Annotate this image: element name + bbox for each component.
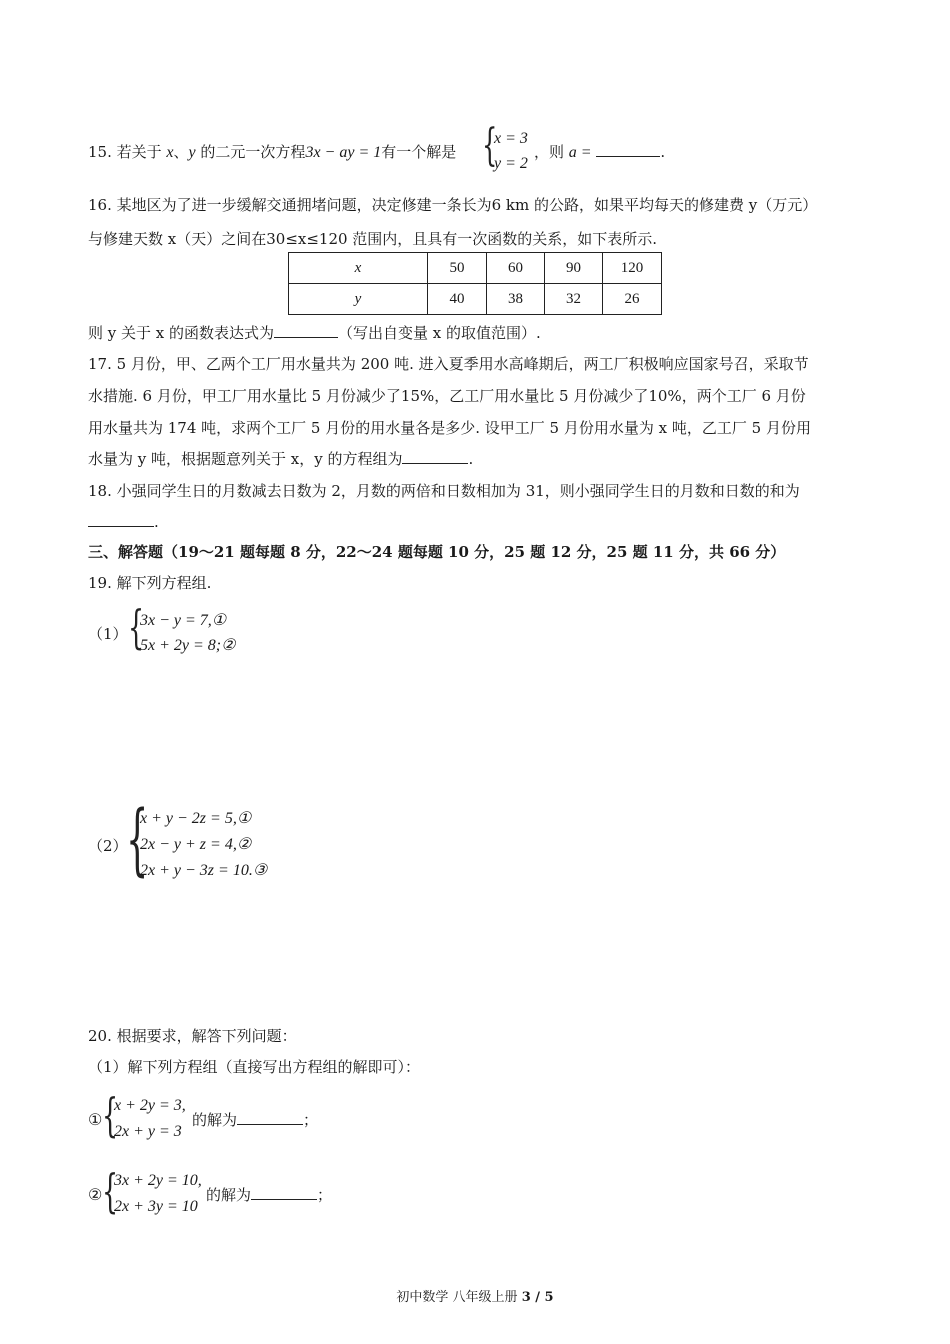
table-row (289, 253, 662, 284)
q20-b-text: 的解为 (206, 1186, 252, 1204)
q19-p2-label: （2） (88, 837, 128, 855)
table-cell: 40 (428, 284, 487, 315)
table-cell: 90 (545, 253, 603, 284)
q18-line2 (88, 512, 159, 532)
q16-line3 (88, 323, 541, 343)
q16-line3-b: （写出自变量 x 的取值范围）. (338, 324, 541, 342)
q17-line4-b: . (468, 450, 474, 468)
table-cell: 60 (487, 253, 545, 284)
page-footer (0, 1286, 950, 1305)
section3-heading: 三、解答题（19～21 题每题 8 分，22～24 题每题 10 分，25 题 12 分，25 题 11 分，共 66 分） (88, 543, 786, 561)
q19-p1-eq1: 3x − y = 7,① (140, 612, 227, 629)
q16-line3-a: 则 y 关于 x 的函数表达式为 (88, 324, 275, 342)
q16-table (288, 252, 662, 315)
q19-p2-eq2: 2x − y + z = 4,② (140, 836, 252, 853)
table-cell: x (289, 253, 428, 284)
q20-a-tail (192, 1110, 318, 1130)
q20-a-eq1: x + 2y = 3, (114, 1097, 186, 1114)
q19-p2-brace: { (126, 795, 149, 885)
q20-b-eq2: 2x + 3y = 10 (114, 1198, 198, 1215)
q16-line2: 与修建天数 x（天）之间在30≤x≤120 范围内，且具有一次函数的关系，如下表所示. (88, 230, 658, 248)
q20-b-label: ② (88, 1185, 103, 1204)
q15-equation: 3x − ay = 1 (305, 144, 382, 161)
q19-p1-eq2: 5x + 2y = 8;② (140, 637, 236, 654)
q18-line1: 18. 小强同学生日的月数减去日数为 2，月数的两倍和日数相加为 31，则小强同学生日的月数和日数的和为 (88, 482, 800, 500)
q20-a-end: ； (303, 1111, 319, 1129)
page-number: 3 / 5 (521, 1290, 554, 1305)
q15-var-x: x (166, 144, 174, 161)
q17-line1: 17. 5 月份，甲、乙两个工厂用水量共为 200 吨. 进入夏季用水高峰期后，两工厂积极响应国家号召，采取节 (88, 355, 809, 373)
q20-b-answer-blank[interactable] (251, 1185, 317, 1200)
q19-p1-label: （1） (88, 625, 128, 643)
footer-text: 初中数学 八年级上册 (396, 1290, 522, 1305)
q19-p2-eq1: x + y − 2z = 5,① (140, 810, 252, 827)
table-cell: 38 (487, 284, 545, 315)
table-cell: 26 (603, 284, 662, 315)
q15-sys-line1: x = 3 (494, 130, 528, 147)
q17-line2: 水措施. 6 月份，甲工厂用水量比 5 月份减少了15%，乙工厂用水量比 5 月份减少了10%，两个工厂 6 月份 (88, 387, 806, 405)
q15-end: . (660, 143, 666, 161)
table-cell: y (289, 284, 428, 315)
table-cell: 32 (545, 284, 603, 315)
q17-answer-blank[interactable] (402, 449, 468, 464)
table-row (289, 284, 662, 315)
q17-line4 (88, 449, 473, 469)
q16-line1: 16. 某地区为了进一步缓解交通拥堵问题，决定修建一条长为6 km 的公路，如果平均每天的修建费 y（万元） (88, 196, 818, 214)
q20-b-end: ； (317, 1186, 333, 1204)
q17-line4-a: 水量为 y 吨，根据题意列关于 x，y 的方程组为 (88, 450, 403, 468)
q15-answer-blank[interactable] (596, 142, 660, 157)
q20-a-eq2: 2x + y = 3 (114, 1123, 182, 1140)
q20-a-brace: { (102, 1088, 119, 1142)
q18-end: . (154, 513, 159, 531)
q15-a-eq: a = (568, 144, 592, 161)
q19-p1-brace: { (128, 600, 145, 654)
q15-text-after: 有一个解是 (381, 143, 457, 161)
q15-text-then: ，则 (534, 143, 565, 161)
q15-text-mid: 的二元一次方程 (200, 143, 306, 161)
q20-b-eq1: 3x + 2y = 10, (114, 1172, 202, 1189)
q15-sep: 、 (173, 143, 189, 161)
q19-p2-eq3: 2x + y − 3z = 10.③ (140, 862, 268, 879)
q15-sys-line2: y = 2 (494, 155, 528, 172)
q15-tail (534, 142, 665, 163)
q18-answer-blank[interactable] (88, 512, 154, 527)
q20-b-brace: { (102, 1164, 119, 1218)
q20-a-text: 的解为 (192, 1111, 238, 1129)
q15-var-y: y (188, 144, 196, 161)
table-cell: 120 (603, 253, 662, 284)
q20-a-label: ① (88, 1110, 103, 1129)
q15-line (88, 142, 456, 163)
q20-b-tail (206, 1185, 332, 1205)
q20-intro: 20. 根据要求，解答下列问题： (88, 1027, 297, 1045)
q16-answer-blank[interactable] (274, 323, 338, 338)
q17-line3: 用水量共为 174 吨，求两个工厂 5 月份的用水量各是多少. 设甲工厂 5 月份用水量为 x 吨，乙工厂 5 月份用 (88, 419, 811, 437)
q20-a-answer-blank[interactable] (237, 1110, 303, 1125)
q19-intro: 19. 解下列方程组. (88, 574, 212, 592)
q15-brace: { (482, 120, 498, 171)
table-cell: 50 (428, 253, 487, 284)
q20-sub1: （1）解下列方程组（直接写出方程组的解即可）： (88, 1058, 421, 1076)
q15-prefix: 15. 若关于 (88, 143, 162, 161)
